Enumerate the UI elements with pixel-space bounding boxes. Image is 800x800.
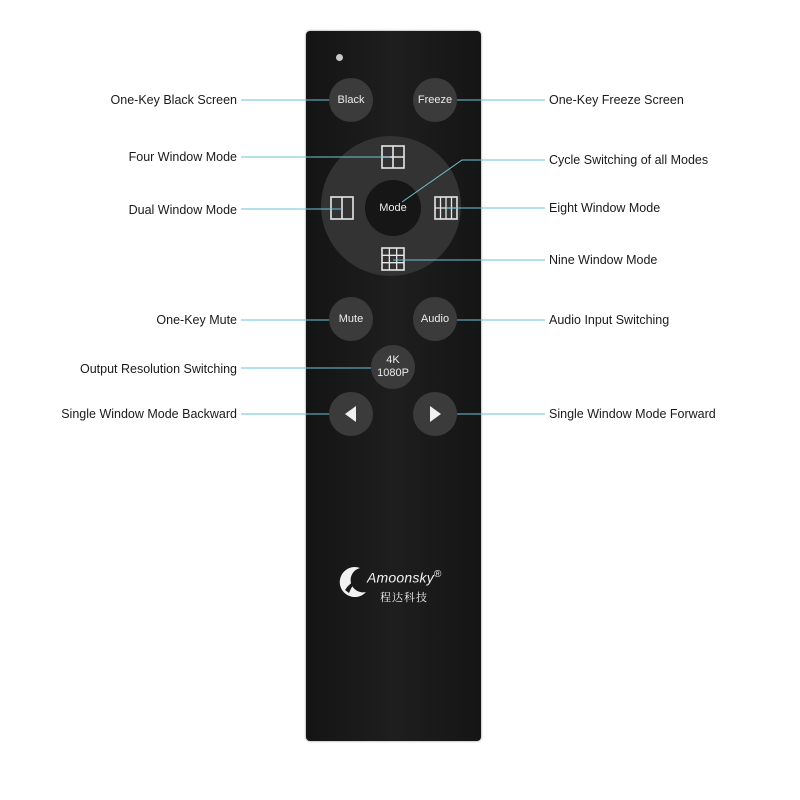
- freeze-button[interactable]: [413, 78, 457, 122]
- resolution-button[interactable]: [371, 345, 415, 389]
- black-button[interactable]: [329, 78, 373, 122]
- four-window-mode-button[interactable]: [378, 142, 408, 172]
- nine-window-grid-icon: [378, 244, 408, 274]
- indicator-led: [336, 54, 343, 61]
- dual-window-mode-button[interactable]: [327, 193, 357, 223]
- mode-button-label: Mode: [379, 202, 407, 214]
- label-resolution: Output Resolution Switching: [79, 362, 237, 376]
- label-cycle-modes: Cycle Switching of all Modes: [549, 153, 709, 167]
- four-window-grid-icon: [378, 142, 408, 172]
- audio-button[interactable]: [413, 297, 457, 341]
- brand-name: [367, 569, 442, 586]
- brand-logo: [336, 560, 456, 610]
- forward-button[interactable]: [413, 392, 457, 436]
- label-audio-input: Audio Input Switching: [549, 313, 670, 327]
- resolution-label-1080p: 1080P: [377, 367, 409, 379]
- label-forward: Single Window Mode Forward: [549, 407, 716, 421]
- brand-name-text: Amoonsky: [367, 569, 434, 586]
- backward-button[interactable]: [329, 392, 373, 436]
- left-labels-column: [0, 0, 237, 800]
- label-freeze-screen: One-Key Freeze Screen: [549, 93, 684, 107]
- audio-button-label: Audio: [420, 313, 450, 325]
- triangle-right-icon: [427, 405, 443, 423]
- black-button-label: Black: [337, 94, 365, 106]
- resolution-label-4k: 4K: [386, 354, 400, 366]
- brand-name-chinese: 程达科技: [380, 592, 428, 604]
- label-four-window: Four Window Mode: [128, 150, 237, 164]
- registered-mark: ®: [433, 569, 442, 580]
- eight-window-grid-icon: [431, 193, 461, 223]
- eight-window-mode-button[interactable]: [431, 193, 461, 223]
- freeze-button-label: Freeze: [417, 94, 453, 106]
- label-backward: Single Window Mode Backward: [61, 407, 237, 421]
- label-eight-window: Eight Window Mode: [549, 201, 661, 215]
- mute-button-label: Mute: [338, 313, 364, 325]
- mute-button[interactable]: [329, 297, 373, 341]
- mode-button[interactable]: [365, 180, 421, 236]
- nine-window-mode-button[interactable]: [378, 244, 408, 274]
- label-nine-window: Nine Window Mode: [549, 253, 658, 267]
- label-dual-window: Dual Window Mode: [128, 203, 237, 217]
- label-mute: One-Key Mute: [156, 313, 237, 327]
- triangle-left-icon: [343, 405, 359, 423]
- dual-window-icon: [327, 193, 357, 223]
- label-black-screen: One-Key Black Screen: [110, 93, 237, 107]
